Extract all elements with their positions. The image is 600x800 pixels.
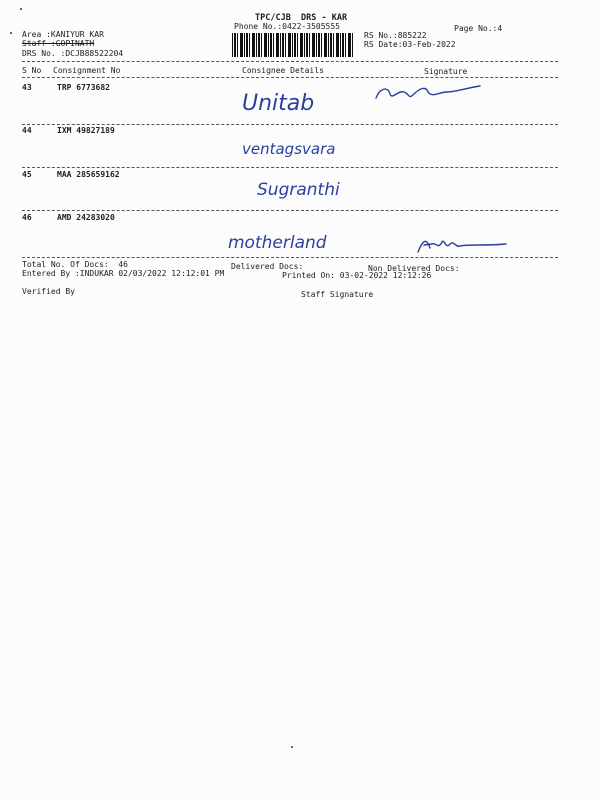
verified-by: Verified By	[22, 287, 75, 296]
document-title: TPC/CJB DRS - KAR	[255, 13, 348, 23]
row-sno: 44	[22, 126, 32, 135]
divider	[22, 210, 558, 211]
page-number: Page No.:4	[454, 24, 503, 33]
divider	[22, 61, 558, 62]
row-sno: 43	[22, 83, 32, 92]
scan-speck	[291, 746, 293, 748]
col-sno: S No	[22, 66, 42, 75]
signature-mark	[370, 80, 490, 108]
consignee-handwriting	[240, 84, 330, 124]
svg-text:ventagsvara: ventagsvara	[242, 140, 336, 158]
non-delivered-docs: Non Delivered Docs:	[368, 264, 460, 273]
entered-by: Entered By :INDUKAR 02/03/2022 12:12:01 PM	[22, 269, 225, 278]
row-sno: 46	[22, 213, 32, 222]
printed-on: Printed On: 03-02-2022 12:12:26	[282, 271, 432, 280]
consignee-handwriting	[255, 175, 375, 205]
consignee-handwriting	[240, 136, 380, 166]
divider	[22, 77, 558, 78]
divider	[22, 257, 558, 258]
row-sno: 45	[22, 170, 32, 179]
row-consignment: AMD 24283020	[57, 213, 115, 222]
delivered-docs: Delivered Docs:	[231, 262, 304, 271]
svg-text:motherland: motherland	[228, 233, 327, 253]
divider	[22, 167, 558, 168]
barcode	[232, 33, 354, 57]
row-consignment: TRP 6773682	[57, 83, 110, 92]
svg-text:Sugranthi: Sugranthi	[257, 180, 340, 200]
row-consignment: MAA 285659162	[57, 170, 120, 179]
signature-mark	[414, 232, 514, 258]
row-consignment: IXM 49827189	[57, 126, 115, 135]
col-signature: Signature	[424, 67, 468, 76]
svg-text:Unitab: Unitab	[242, 91, 315, 116]
staff-signature: Staff Signature	[301, 290, 374, 299]
phone-number: Phone No.:0422-3505555	[234, 22, 340, 31]
scan-speck	[20, 8, 22, 10]
consignee-handwriting	[226, 228, 346, 258]
scan-speck	[10, 32, 12, 34]
area-field: Area :KANIYUR KAR	[22, 30, 104, 39]
drs-number: DRS No. :DCJB88522204	[22, 49, 124, 58]
col-consignment: Consignment No	[53, 66, 121, 75]
total-docs: Total No. Of Docs: 46	[22, 260, 128, 269]
rs-date: RS Date:03-Feb-2022	[364, 40, 456, 49]
divider	[22, 124, 558, 125]
rs-number: RS No.:885222	[364, 31, 427, 40]
staff-field: Staff :GOPINATH	[22, 39, 95, 48]
col-consignee: Consignee Details	[242, 66, 324, 75]
